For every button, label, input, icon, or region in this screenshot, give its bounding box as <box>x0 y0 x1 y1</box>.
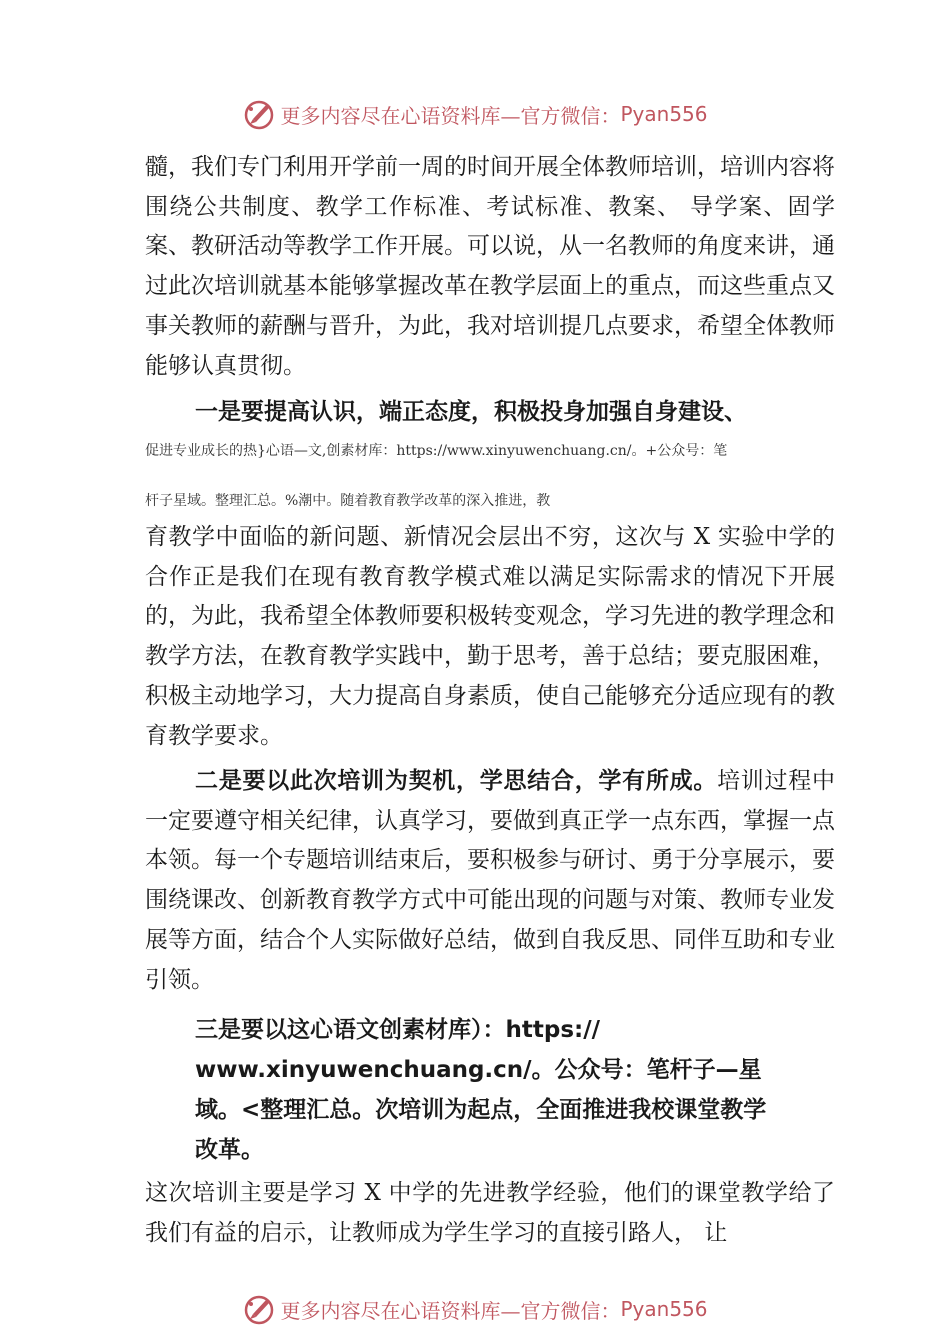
paragraph-3-text: 培训过程中一定要遵守相关纪律，认真学习，要做到真正学一点东西，掌握一点本领。每一个专题培训结束后，要积极参与研讨、勇于分享展示，要围绕课改、创新教育教学方式中可能出现的问题与对策、教师专业发展等方面，结合个人实际做好总结，做到自我反思、同伴互助和专业引领。 <box>145 768 836 993</box>
small-text-1: 促进专业成长的热}心语—文,创素材库：https://www.xinyuwenchuang.cn/。+公众号：笔 <box>145 443 728 459</box>
heading-3-line-1: 三是要以这心语文创素材库）：https:// <box>195 1017 601 1043</box>
small-text-2: 杆子星域。整理汇总。%潮中。随着教育教学改革的深入推进，教 <box>145 493 551 509</box>
footer-banner <box>0 1287 950 1331</box>
logo-icon <box>242 1292 276 1326</box>
heading-1: 一是要提高认识，端正态度，积极投身加强自身建设、 <box>195 399 747 425</box>
heading-3-line-4: 改革。 <box>195 1137 264 1163</box>
paragraph-3 <box>145 762 835 1000</box>
heading-2: 二是要以此次培训为契机，学思结合，学有所成。 <box>195 768 718 794</box>
heading-3-line-3: 域。<整理汇总。次培训为起点，全面推进我校课堂教学 <box>195 1097 767 1123</box>
banner-wechat-id: Pyan556 <box>620 102 708 126</box>
paragraph-4: 这次培训主要是学习 X 中学的先进教学经验，他们的课堂教学给了我们有益的启示，让教师成为学生学习的直接引路人， 让 <box>145 1180 835 1246</box>
paragraph-1: 髓，我们专门利用开学前一周的时间开展全体教师培训，培训内容将围绕公共制度、教学工作标准、考试标准、教案、 导学案、固学案、教研活动等教学工作开展。可以说，从一名教师的角度来讲，通过此次培训就基本能够掌握改革在教学层面上的重点，而这些重点又事关教师的薪酬与晋升，为此，我对培训提几点要求，希望全体教师能够认真贯彻。 <box>145 154 835 379</box>
logo-icon <box>242 97 276 131</box>
document-body <box>145 148 835 1253</box>
header-banner <box>0 92 950 136</box>
banner-text: 更多内容尽在心语资料库—官方微信： <box>280 1298 621 1323</box>
banner-text: 更多内容尽在心语资料库—官方微信： <box>280 103 621 128</box>
banner-wechat-id: Pyan556 <box>620 1297 708 1321</box>
paragraph-2: 育教学中面临的新问题、新情况会层出不穷，这次与 X 实验中学的合作正是我们在现有教育教学模式难以满足实际需求的情况下开展的，为此，我希望全体教师要积极转变观念，学习先进的教学理念和教学方法，在教育教学实践中，勤于思考，善于总结；要克服困难，积极主动地学习，大力提高自身素质，使自己能够充分适应现有的教育教学要求。 <box>145 524 835 749</box>
heading-3 <box>145 1010 835 1170</box>
heading-3-line-2: www.xinyuwenchuang.cn/。公众号：笔杆子—星 <box>195 1057 762 1083</box>
